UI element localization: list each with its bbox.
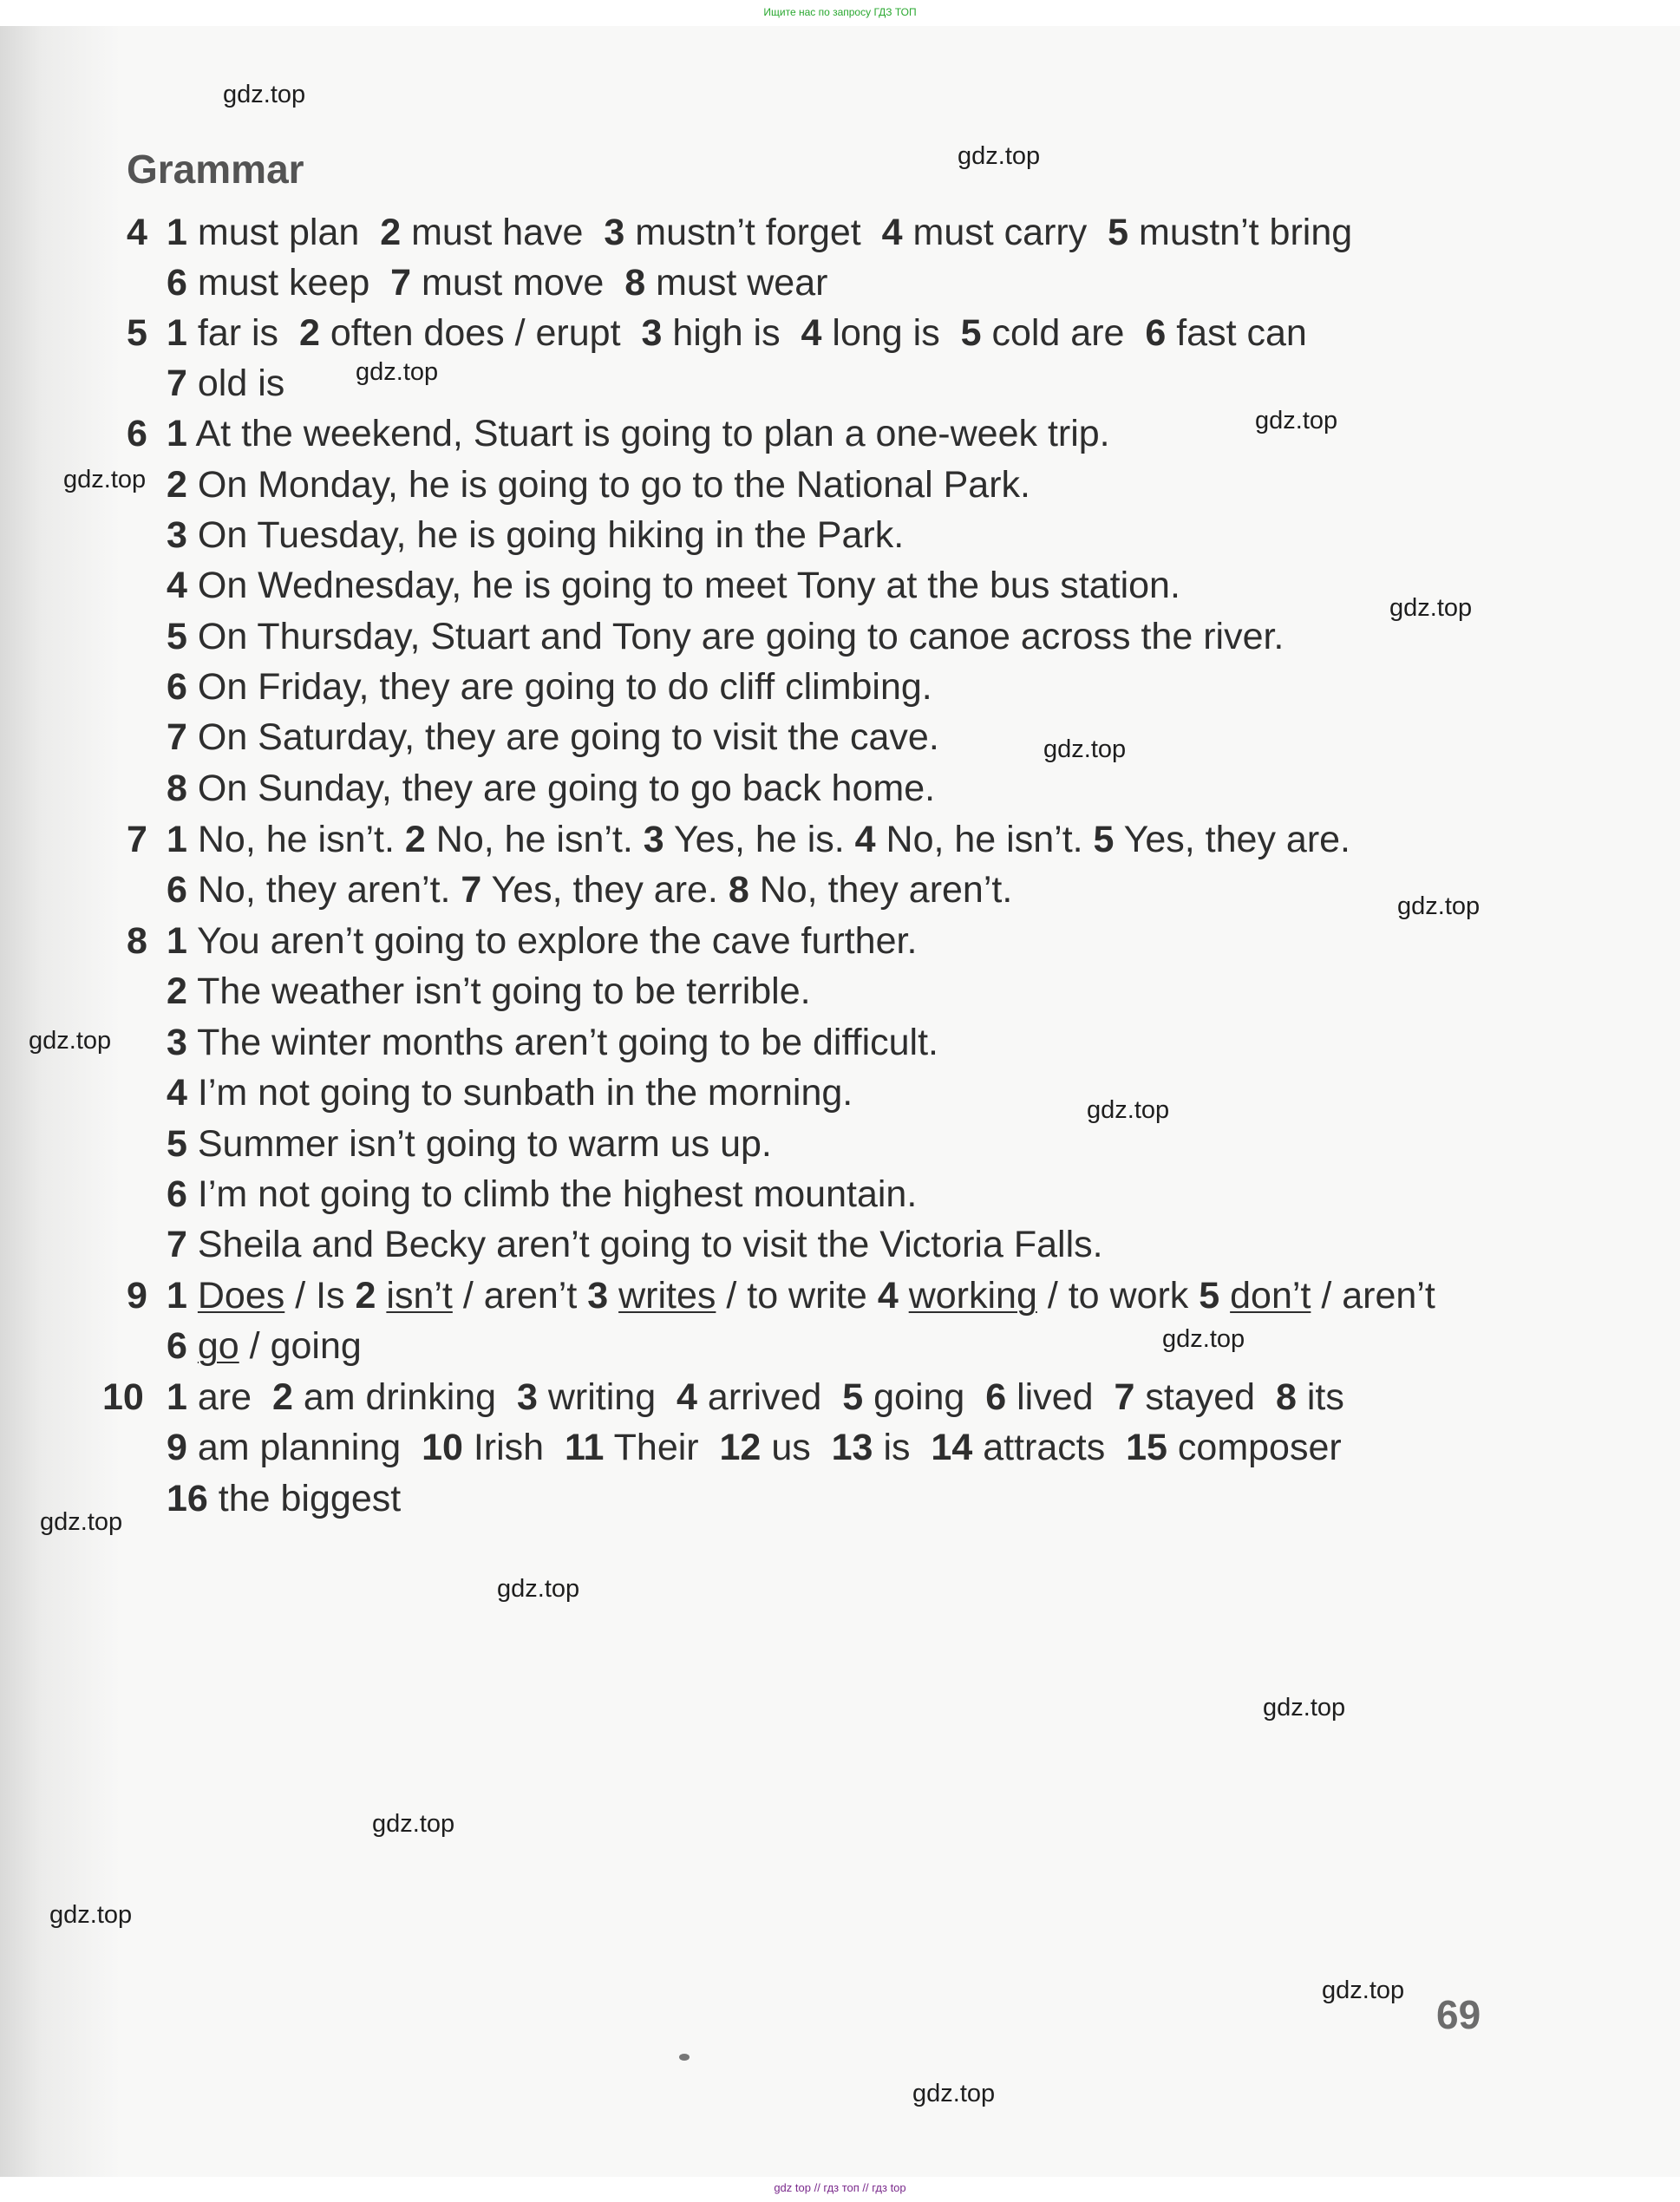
answer-text: 7 On Saturday, they are going to visit the cave. <box>167 716 939 758</box>
watermark: gdz.top <box>1087 1096 1170 1124</box>
page-number: 69 <box>1436 1992 1481 2037</box>
answer-text: 1 Does / Is 2 isn’t / aren’t 3 writes / to write 4 working / to work 5 don’t / aren’t <box>167 1275 1435 1317</box>
answer-text: 9 am planning 10 Irish 11 Their 12 us 13 is 14 attracts 15 composer <box>167 1427 1342 1468</box>
watermark: gdz.top <box>49 1901 133 1929</box>
page-shadow <box>0 0 121 2177</box>
ink-speck <box>679 2054 690 2061</box>
watermark: gdz.top <box>356 358 439 386</box>
exercise-number: 9 <box>127 1275 147 1317</box>
answer-text: 6 On Friday, they are going to do cliff climbing. <box>167 666 932 708</box>
answer-text: 8 On Sunday, they are going to go back home. <box>167 768 936 809</box>
watermark: gdz.top <box>29 1027 112 1055</box>
answer-text: 7 old is <box>167 363 285 404</box>
watermark: gdz.top <box>40 1508 123 1536</box>
watermark: gdz.top <box>63 466 147 493</box>
answer-text: 1 far is 2 often does / erupt 3 high is 4 long is 5 cold are 6 fast can <box>167 312 1307 354</box>
footer-links: gdz top // гдз топ // гдз top <box>774 2181 906 2194</box>
answer-text: 1 You aren’t going to explore the cave further. <box>167 920 918 962</box>
watermark: gdz.top <box>1162 1325 1245 1353</box>
exercise-number: 7 <box>127 819 147 860</box>
exercise-number: 4 <box>127 212 147 253</box>
exercise-number: 5 <box>127 312 147 354</box>
answer-text: 4 On Wednesday, he is going to meet Tony at the bus station. <box>167 565 1180 606</box>
answer-text: 3 The winter months aren’t going to be difficult. <box>167 1022 938 1063</box>
exercise-number: 6 <box>127 413 147 454</box>
watermark: gdz.top <box>1255 407 1338 435</box>
exercise-number: 8 <box>127 920 147 962</box>
exercise-number: 10 <box>102 1376 144 1418</box>
watermark: gdz.top <box>497 1575 580 1603</box>
answer-text: 2 On Monday, he is going to go to the National Park. <box>167 464 1030 506</box>
watermark: gdz.top <box>372 1810 455 1838</box>
watermark: gdz.top <box>1263 1694 1346 1722</box>
top-banner: Ищите нас по запросу ГДЗ ТОП <box>763 6 917 18</box>
answer-text: 1 At the weekend, Stuart is going to plan a one-week trip. <box>167 413 1110 454</box>
answer-text: 2 The weather isn’t going to be terrible. <box>167 970 811 1012</box>
watermark: gdz.top <box>1322 1977 1405 2004</box>
answer-text: 5 Summer isn’t going to warm us up. <box>167 1123 772 1165</box>
answer-text: 1 are 2 am drinking 3 writing 4 arrived 5 going 6 lived 7 stayed 8 its <box>167 1376 1344 1418</box>
watermark: gdz.top <box>223 81 306 108</box>
watermark: gdz.top <box>1043 735 1127 763</box>
answer-text: 16 the biggest <box>167 1478 402 1519</box>
answer-text: 5 On Thursday, Stuart and Tony are going to canoe across the river. <box>167 616 1285 657</box>
answer-text: 1 must plan 2 must have 3 mustn’t forget 4 must carry 5 mustn’t bring <box>167 212 1353 253</box>
answer-text: 6 I’m not going to climb the highest mountain. <box>167 1173 918 1215</box>
answer-text: 6 go / going <box>167 1325 362 1367</box>
answer-text: 7 Sheila and Becky aren’t going to visit the Victoria Falls. <box>167 1224 1103 1265</box>
watermark: gdz.top <box>1389 594 1473 622</box>
answer-text: 1 No, he isn’t. 2 No, he isn’t. 3 Yes, he is. 4 No, he isn’t. 5 Yes, they are. <box>167 819 1350 860</box>
section-heading: Grammar <box>127 147 304 192</box>
answer-text: 4 I’m not going to sunbath in the morning. <box>167 1072 853 1114</box>
watermark: gdz.top <box>1397 892 1481 920</box>
answer-text: 6 No, they aren’t. 7 Yes, they are. 8 No, they aren’t. <box>167 869 1013 911</box>
answer-text: 6 must keep 7 must move 8 must wear <box>167 262 828 304</box>
answer-text: 3 On Tuesday, he is going hiking in the Park. <box>167 514 905 556</box>
watermark: gdz.top <box>912 2080 996 2107</box>
watermark: gdz.top <box>958 142 1041 170</box>
